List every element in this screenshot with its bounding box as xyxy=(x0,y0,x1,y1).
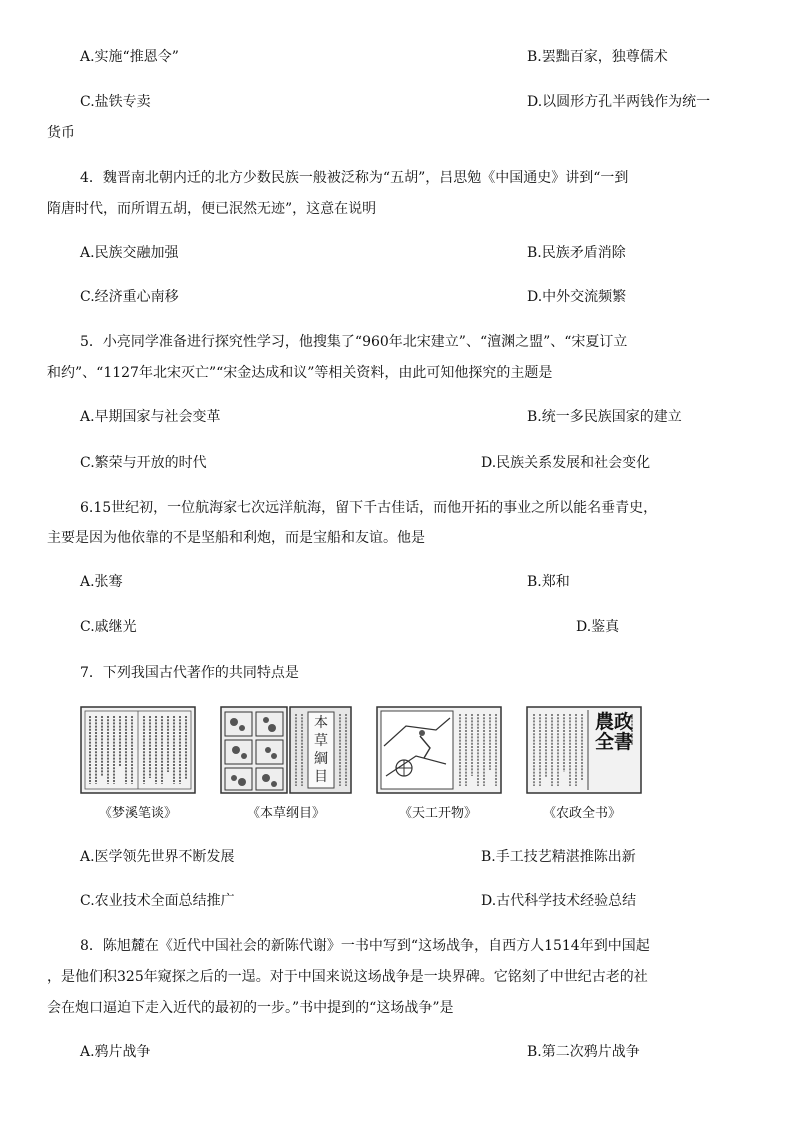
q5-option-c: C.繁荣与开放的时代 xyxy=(80,455,207,471)
book-page-image xyxy=(80,706,196,794)
caption-mengxi-bitan: 《梦溪笔谈》 xyxy=(98,806,177,821)
q6-option-b: B.郑和 xyxy=(527,574,570,590)
q8-stem-line3: 会在炮口逼迫下走入近代的最初的一步。”书中提到的“这场战争”是 xyxy=(47,1000,454,1016)
q8-option-b: B.第二次鸦片战争 xyxy=(527,1044,640,1060)
caption-bencao-gangmu: 《本草纲目》 xyxy=(246,806,325,821)
q7-option-b: B.手工技艺精湛推陈出新 xyxy=(481,849,636,865)
q4-stem-line2: 隋唐时代，而所谓五胡，便已泯然无迹”，这意在说明 xyxy=(47,201,377,217)
q6-option-d: D.鉴真 xyxy=(576,619,620,635)
q3-option-c: C.盐铁专卖 xyxy=(80,94,151,110)
q8-option-a: A.鸦片战争 xyxy=(80,1044,151,1060)
q7-figures xyxy=(80,706,660,822)
q7-option-c: C.农业技术全面总结推广 xyxy=(80,893,235,909)
nongzheng-cover-title: 農政全書 xyxy=(594,711,633,753)
caption-tiangong-kaiwu: 《天工开物》 xyxy=(398,806,477,821)
q5-option-b: B.统一多民族国家的建立 xyxy=(527,409,682,425)
q5-stem-line1: 5．小亮同学准备进行探究性学习，他搜集了“960年北宋建立”、“澶渊之盟”、“宋夏订立 xyxy=(80,334,628,350)
q6-stem-line2: 主要是因为他依靠的不是坚船和利炮，而是宝船和友谊。他是 xyxy=(47,530,425,546)
q6-stem-line1: 6.15世纪初，一位航海家七次远洋航海，留下千古佳话，而他开拓的事业之所以能名垂青史， xyxy=(80,500,658,516)
q5-stem-line2: 和约”、“1127年北宋灭亡”“宋金达成和议”等相关资料，由此可知他探究的主题是 xyxy=(47,365,553,381)
q3-option-a: A.实施“推恩令” xyxy=(80,49,179,65)
caption-nongzheng-quanshu: 《农政全书》 xyxy=(542,806,621,821)
figure-bencao-gangmu xyxy=(220,706,352,794)
q4-option-a: A.民族交融加强 xyxy=(80,245,179,261)
book-page-image xyxy=(376,706,502,794)
bencao-cover-title: 本草綱目 xyxy=(314,715,328,785)
q6-option-a: A.张骞 xyxy=(80,574,123,590)
q7-stem: 7．下列我国古代著作的共同特点是 xyxy=(80,665,299,681)
q5-option-d: D.民族关系发展和社会变化 xyxy=(481,455,651,471)
q3-option-b: B.罢黜百家，独尊儒术 xyxy=(527,49,668,65)
q3-option-d-continued: 货币 xyxy=(47,125,75,141)
q5-option-a: A.早期国家与社会变革 xyxy=(80,409,221,425)
q4-option-c: C.经济重心南移 xyxy=(80,289,179,305)
q4-option-d: D.中外交流频繁 xyxy=(527,289,627,305)
q4-option-b: B.民族矛盾消除 xyxy=(527,245,626,261)
q4-stem-line1: 4．魏晋南北朝内迁的北方少数民族一般被泛称为“五胡”，吕思勉《中国通史》讲到“一到 xyxy=(80,170,629,186)
q7-option-d: D.古代科学技术经验总结 xyxy=(481,893,637,909)
q7-option-a: A.医学领先世界不断发展 xyxy=(80,849,235,865)
figure-nongzheng-quanshu xyxy=(526,706,642,794)
q6-option-c: C.戚继光 xyxy=(80,619,137,635)
figure-mengxi-bitan xyxy=(80,706,196,794)
q8-stem-line2: ，是他们积325年窥探之后的一逞。对于中国来说这场战争是一块界碑。它铭刻了中世纪古老的社 xyxy=(47,969,648,985)
q3-option-d: D.以圆形方孔半两钱作为统一 xyxy=(527,94,711,110)
q8-stem-line1: 8．陈旭麓在《近代中国社会的新陈代谢》一书中写到“这场战争，自西方人1514年到中国起 xyxy=(80,938,650,954)
figure-tiangong-kaiwu xyxy=(376,706,502,794)
